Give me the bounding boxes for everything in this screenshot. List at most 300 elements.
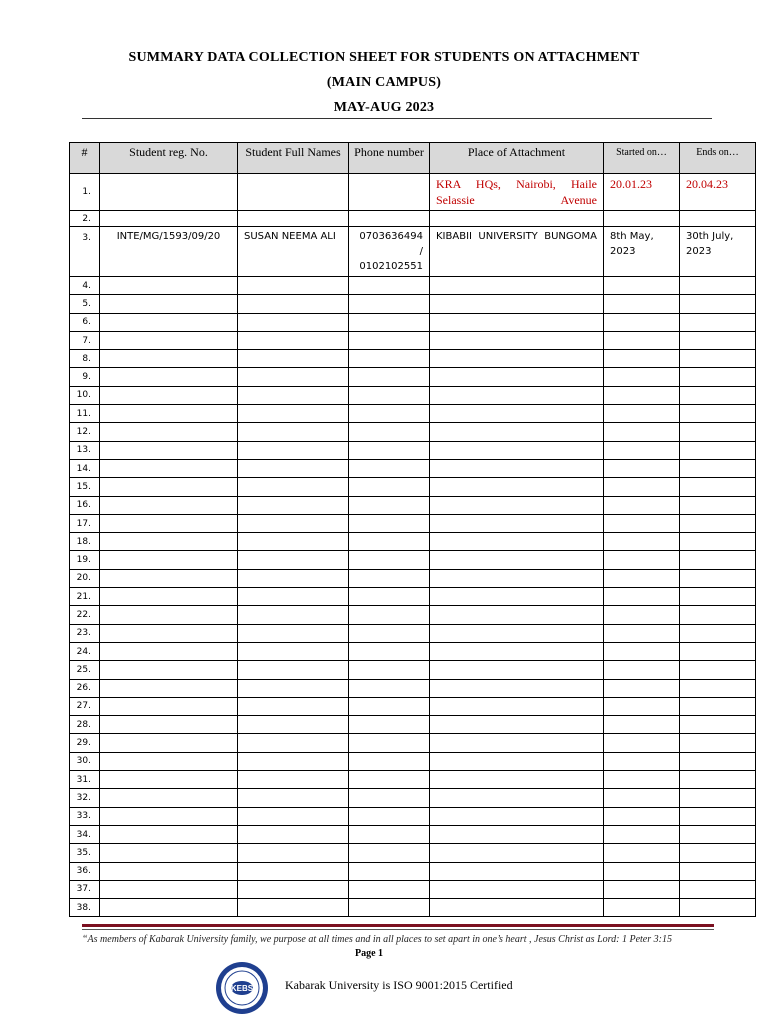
row-number: 28.: [70, 716, 100, 734]
row-number: 21.: [70, 588, 100, 606]
empty-cell: [100, 844, 238, 862]
place-cell: [430, 174, 604, 211]
row-number: 23.: [70, 624, 100, 642]
row-number: 29.: [70, 734, 100, 752]
empty-cell: [430, 459, 604, 477]
end-date-cell: 30th July, 2023: [680, 227, 756, 277]
empty-cell: [349, 478, 430, 496]
row-number: 30.: [70, 752, 100, 770]
row-number: 20.: [70, 569, 100, 587]
empty-cell: [100, 771, 238, 789]
row-number: 11.: [70, 405, 100, 423]
empty-cell: [604, 533, 680, 551]
row-number: 15.: [70, 478, 100, 496]
reg-no-cell: [100, 211, 238, 227]
empty-cell: [238, 807, 349, 825]
row-number: 25.: [70, 661, 100, 679]
empty-cell: [349, 771, 430, 789]
row-number: 13.: [70, 441, 100, 459]
empty-cell: [238, 789, 349, 807]
empty-cell: [349, 368, 430, 386]
empty-cell: [238, 295, 349, 313]
table-row: [70, 624, 756, 642]
empty-cell: [604, 661, 680, 679]
empty-cell: [680, 533, 756, 551]
empty-cell: [430, 880, 604, 898]
empty-cell: [100, 899, 238, 917]
empty-cell: [604, 789, 680, 807]
empty-cell: [238, 386, 349, 404]
empty-cell: [680, 661, 756, 679]
row-number: 34.: [70, 825, 100, 843]
empty-cell: [100, 295, 238, 313]
empty-cell: [604, 277, 680, 295]
table-row: [70, 277, 756, 295]
empty-cell: [430, 441, 604, 459]
empty-cell: [680, 606, 756, 624]
empty-cell: [604, 350, 680, 368]
table-row: [70, 423, 756, 441]
phone-cell: [349, 174, 430, 211]
row-number: 33.: [70, 807, 100, 825]
row-number: 7.: [70, 331, 100, 349]
row-number: 26.: [70, 679, 100, 697]
empty-cell: [238, 551, 349, 569]
empty-cell: [430, 551, 604, 569]
table-row: [70, 313, 756, 331]
empty-cell: [349, 277, 430, 295]
row-number: 14.: [70, 459, 100, 477]
table-row: [70, 211, 756, 227]
empty-cell: [430, 588, 604, 606]
row-number: 3.: [70, 227, 100, 277]
table-row: [70, 752, 756, 770]
empty-cell: [430, 368, 604, 386]
empty-cell: [680, 313, 756, 331]
row-number: 1.: [70, 174, 100, 211]
empty-cell: [238, 844, 349, 862]
table-row: [70, 844, 756, 862]
footer-rule: [82, 924, 714, 927]
page-number: Page 1: [355, 948, 384, 959]
empty-cell: [680, 899, 756, 917]
empty-cell: [604, 386, 680, 404]
reg-no-cell: INTE/MG/1593/09/20: [100, 227, 238, 277]
empty-cell: [430, 569, 604, 587]
empty-cell: [430, 478, 604, 496]
empty-cell: [238, 277, 349, 295]
empty-cell: [100, 752, 238, 770]
full-name-cell: SUSAN NEEMA ALI: [238, 227, 349, 277]
table-row: [70, 734, 756, 752]
empty-cell: [238, 405, 349, 423]
empty-cell: [100, 880, 238, 898]
empty-cell: [100, 716, 238, 734]
row-number: 32.: [70, 789, 100, 807]
col-header-full-names: Student Full Names: [238, 143, 349, 174]
start-date-cell: 8th May, 2023: [604, 227, 680, 277]
table-row: [70, 569, 756, 587]
empty-cell: [100, 862, 238, 880]
empty-cell: [100, 624, 238, 642]
sheet-period: MAY-AUG 2023: [333, 100, 435, 115]
empty-cell: [100, 551, 238, 569]
empty-cell: [238, 588, 349, 606]
empty-cell: [238, 478, 349, 496]
empty-cell: [680, 551, 756, 569]
empty-cell: [430, 752, 604, 770]
title-divider: [82, 118, 712, 119]
empty-cell: [100, 661, 238, 679]
empty-cell: [604, 368, 680, 386]
empty-cell: [238, 514, 349, 532]
empty-cell: [349, 441, 430, 459]
table-row: [70, 697, 756, 715]
empty-cell: [238, 423, 349, 441]
row-number: 16.: [70, 496, 100, 514]
col-header-reg-no: Student reg. No.: [100, 143, 238, 174]
table-row: [70, 496, 756, 514]
footer-rule-thin: [82, 929, 714, 930]
empty-cell: [680, 496, 756, 514]
empty-cell: [680, 277, 756, 295]
empty-cell: [604, 642, 680, 660]
empty-cell: [238, 441, 349, 459]
table-row: [70, 551, 756, 569]
empty-cell: [349, 661, 430, 679]
empty-cell: [604, 716, 680, 734]
empty-cell: [238, 624, 349, 642]
empty-cell: [100, 405, 238, 423]
row-number: 6.: [70, 313, 100, 331]
empty-cell: [100, 478, 238, 496]
empty-cell: [430, 624, 604, 642]
empty-cell: [349, 533, 430, 551]
empty-cell: [349, 313, 430, 331]
empty-cell: [349, 551, 430, 569]
row-number: 37.: [70, 880, 100, 898]
empty-cell: [238, 899, 349, 917]
empty-cell: [100, 514, 238, 532]
empty-cell: [238, 771, 349, 789]
empty-cell: [100, 277, 238, 295]
table-row: [70, 771, 756, 789]
empty-cell: [238, 862, 349, 880]
empty-cell: [680, 825, 756, 843]
empty-cell: [100, 569, 238, 587]
empty-cell: [604, 880, 680, 898]
empty-cell: [238, 752, 349, 770]
empty-cell: [100, 331, 238, 349]
empty-cell: [238, 350, 349, 368]
empty-cell: [680, 405, 756, 423]
empty-cell: [680, 588, 756, 606]
table-row: [70, 679, 756, 697]
empty-cell: [680, 423, 756, 441]
empty-cell: [430, 789, 604, 807]
empty-cell: [349, 679, 430, 697]
empty-cell: [349, 350, 430, 368]
empty-cell: [349, 789, 430, 807]
row-number: 8.: [70, 350, 100, 368]
kebs-logo-text: KEBS: [230, 984, 254, 993]
empty-cell: [680, 331, 756, 349]
empty-cell: [430, 642, 604, 660]
empty-cell: [604, 807, 680, 825]
col-header-phone: Phone number: [349, 143, 430, 174]
empty-cell: [430, 862, 604, 880]
empty-cell: [430, 899, 604, 917]
empty-cell: [604, 569, 680, 587]
empty-cell: [100, 533, 238, 551]
empty-cell: [430, 533, 604, 551]
empty-cell: [430, 734, 604, 752]
empty-cell: [238, 716, 349, 734]
empty-cell: [100, 368, 238, 386]
row-number: 5.: [70, 295, 100, 313]
empty-cell: [680, 295, 756, 313]
empty-cell: [680, 844, 756, 862]
table-row: [70, 295, 756, 313]
empty-cell: [100, 588, 238, 606]
empty-cell: [349, 880, 430, 898]
table-header-row: [70, 143, 756, 174]
row-number: 24.: [70, 642, 100, 660]
empty-cell: [238, 679, 349, 697]
row-number: 2.: [70, 211, 100, 227]
empty-cell: [238, 661, 349, 679]
empty-cell: [100, 642, 238, 660]
table-row: [70, 514, 756, 532]
col-header-started-on: Started on…: [604, 143, 680, 174]
place-text: KRA HQs, Nairobi, Haile Selassie Avenue: [436, 177, 597, 207]
empty-cell: [604, 606, 680, 624]
empty-cell: [349, 514, 430, 532]
empty-cell: [238, 496, 349, 514]
table-row: [70, 386, 756, 404]
empty-cell: [604, 752, 680, 770]
row-number: 35.: [70, 844, 100, 862]
end-date-cell: [680, 211, 756, 227]
empty-cell: [349, 588, 430, 606]
empty-cell: [430, 313, 604, 331]
empty-cell: [430, 496, 604, 514]
table-row: [70, 862, 756, 880]
row-number: 22.: [70, 606, 100, 624]
row-number: 10.: [70, 386, 100, 404]
empty-cell: [238, 368, 349, 386]
empty-cell: [100, 825, 238, 843]
empty-cell: [349, 459, 430, 477]
empty-cell: [430, 423, 604, 441]
empty-cell: [680, 624, 756, 642]
empty-cell: [349, 386, 430, 404]
empty-cell: [238, 331, 349, 349]
row-number: 27.: [70, 697, 100, 715]
table-row: [70, 459, 756, 477]
empty-cell: [680, 880, 756, 898]
place-text: KIBABII UNIVERSITY BUNGOMA: [436, 231, 597, 242]
col-header-ends-on: Ends on…: [680, 143, 756, 174]
empty-cell: [430, 825, 604, 843]
empty-cell: [680, 642, 756, 660]
empty-cell: [604, 496, 680, 514]
empty-cell: [680, 441, 756, 459]
empty-cell: [604, 313, 680, 331]
kebs-logo: [215, 961, 269, 1015]
empty-cell: [238, 734, 349, 752]
reg-no-cell: [100, 174, 238, 211]
table-row: [70, 227, 756, 277]
empty-cell: [100, 679, 238, 697]
empty-cell: [100, 734, 238, 752]
empty-cell: [349, 734, 430, 752]
full-name-cell: [238, 211, 349, 227]
empty-cell: [430, 606, 604, 624]
table-row: [70, 441, 756, 459]
empty-cell: [604, 331, 680, 349]
empty-cell: [349, 569, 430, 587]
empty-cell: [349, 899, 430, 917]
table-row: [70, 880, 756, 898]
iso-statement: Kabarak University is ISO 9001:2015 Certified: [285, 978, 513, 992]
row-number: 12.: [70, 423, 100, 441]
table-row: [70, 606, 756, 624]
empty-cell: [430, 331, 604, 349]
empty-cell: [604, 697, 680, 715]
empty-cell: [680, 697, 756, 715]
phone-cell: 0703636494 / 0102102551: [349, 227, 430, 277]
empty-cell: [604, 478, 680, 496]
empty-cell: [680, 386, 756, 404]
table-row: [70, 661, 756, 679]
empty-cell: [100, 423, 238, 441]
empty-cell: [680, 771, 756, 789]
empty-cell: [680, 862, 756, 880]
empty-cell: [680, 752, 756, 770]
empty-cell: [349, 642, 430, 660]
empty-cell: [349, 807, 430, 825]
empty-cell: [680, 789, 756, 807]
table-row: [70, 331, 756, 349]
empty-cell: [100, 386, 238, 404]
empty-cell: [604, 459, 680, 477]
empty-cell: [238, 697, 349, 715]
attachment-table: [69, 142, 756, 917]
table-row: [70, 716, 756, 734]
table-row: [70, 642, 756, 660]
row-number: 9.: [70, 368, 100, 386]
start-date-cell: [604, 211, 680, 227]
empty-cell: [604, 825, 680, 843]
empty-cell: [430, 679, 604, 697]
empty-cell: [349, 716, 430, 734]
end-date-cell: 20.04.23: [680, 174, 756, 211]
table-row: [70, 825, 756, 843]
empty-cell: [430, 716, 604, 734]
empty-cell: [349, 405, 430, 423]
row-number: 18.: [70, 533, 100, 551]
table-row: [70, 174, 756, 211]
empty-cell: [604, 405, 680, 423]
table-row: [70, 789, 756, 807]
empty-cell: [680, 478, 756, 496]
empty-cell: [604, 295, 680, 313]
empty-cell: [349, 862, 430, 880]
col-header-place: Place of Attachment: [430, 143, 604, 174]
empty-cell: [349, 844, 430, 862]
place-cell: [430, 227, 604, 277]
empty-cell: [238, 313, 349, 331]
empty-cell: [430, 844, 604, 862]
empty-cell: [430, 295, 604, 313]
empty-cell: [349, 496, 430, 514]
empty-cell: [100, 807, 238, 825]
empty-cell: [349, 331, 430, 349]
empty-cell: [238, 642, 349, 660]
empty-cell: [680, 734, 756, 752]
empty-cell: [430, 277, 604, 295]
place-cell: [430, 211, 604, 227]
phone-cell: [349, 211, 430, 227]
empty-cell: [680, 716, 756, 734]
empty-cell: [349, 606, 430, 624]
empty-cell: [349, 825, 430, 843]
empty-cell: [680, 350, 756, 368]
empty-cell: [604, 441, 680, 459]
empty-cell: [680, 459, 756, 477]
row-number: 38.: [70, 899, 100, 917]
footer-quote: “As members of Kabarak University family, we purpose at all times and in all places to set apart in one’s heart , Jesus Christ as Lord: 1 Peter 3:15: [82, 934, 672, 945]
table-row: [70, 533, 756, 551]
empty-cell: [100, 496, 238, 514]
table-row: [70, 478, 756, 496]
empty-cell: [349, 697, 430, 715]
start-date-cell: 20.01.23: [604, 174, 680, 211]
full-name-cell: [238, 174, 349, 211]
empty-cell: [100, 441, 238, 459]
empty-cell: [604, 588, 680, 606]
empty-cell: [680, 368, 756, 386]
empty-cell: [349, 624, 430, 642]
empty-cell: [238, 533, 349, 551]
empty-cell: [430, 661, 604, 679]
empty-cell: [604, 862, 680, 880]
empty-cell: [100, 606, 238, 624]
row-number: 17.: [70, 514, 100, 532]
table-row: [70, 899, 756, 917]
empty-cell: [349, 295, 430, 313]
table-row: [70, 588, 756, 606]
empty-cell: [604, 734, 680, 752]
empty-cell: [604, 844, 680, 862]
empty-cell: [238, 606, 349, 624]
empty-cell: [238, 825, 349, 843]
empty-cell: [680, 679, 756, 697]
row-number: 31.: [70, 771, 100, 789]
empty-cell: [680, 569, 756, 587]
sheet-title: SUMMARY DATA COLLECTION SHEET FOR STUDENTS ON ATTACHMENT: [128, 50, 640, 65]
empty-cell: [238, 880, 349, 898]
empty-cell: [604, 624, 680, 642]
empty-cell: [604, 679, 680, 697]
empty-cell: [430, 697, 604, 715]
empty-cell: [604, 771, 680, 789]
table-row: [70, 368, 756, 386]
empty-cell: [680, 514, 756, 532]
col-header-number: #: [70, 143, 100, 174]
empty-cell: [100, 350, 238, 368]
